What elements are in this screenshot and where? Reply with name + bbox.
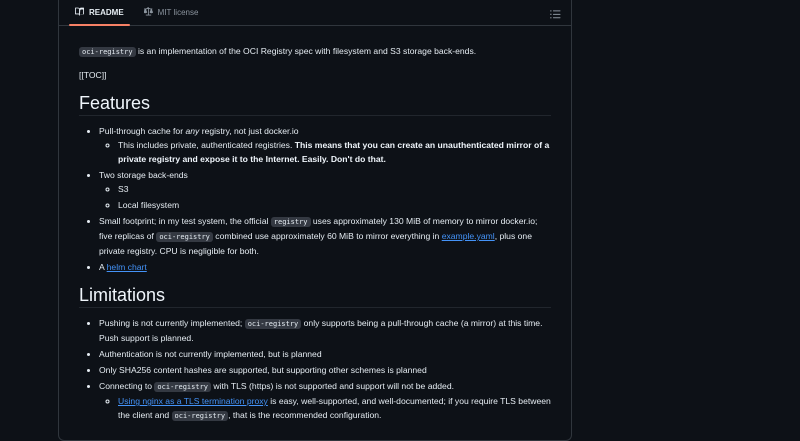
list-item: ◦ This includes private, authenticated registries. This means that you can create an unauthenticated mirror of a private registry and expose it to the Internet. Easily. Don't do that. [118,138,551,166]
readme-panel [58,0,572,441]
tab-label: MIT license [157,8,199,17]
list-item: • Small footprint; in my test system, the official registry uses approximately 130 MiB of memory to mirror docker.io; five replicas of oci-registry combined use approximately 60 MiB to mirror everything in example.yaml, plus one private registry. CPU is negligible for both. [99,214,551,258]
list-item: • Pushing is not currently implemented; oci-registry only supports being a pull-through cache (a mirror) at this time. Push support is planned. [99,316,551,345]
tab-label: README [89,8,124,17]
features-heading: Features [79,96,551,116]
outline-button[interactable] [549,7,561,18]
example-yaml-link[interactable]: example.yaml [441,231,495,241]
inline-code: oci-registry [154,382,211,392]
limitations-list [79,316,551,423]
list-item: • Authentication is not currently implemented, but is planned [99,347,551,361]
scale-icon [144,7,153,18]
list-item: • A helm chart [99,260,551,274]
features-list [79,124,551,274]
inline-code: oci-registry [172,411,229,421]
list-item: • Two storage back-ends ◦ S3 ◦ Local filesystem [99,168,551,212]
list-item: • Pull-through cache for any registry, not just docker.io ◦ This includes private, authenticated registries. This means that you can create an unauthenticated mirror of a private registry and expose it to the Internet. Easily. Don't do that. [99,124,551,166]
list-icon [549,9,561,20]
list-item: ◦ S3 [118,182,551,196]
limitations-heading: Limitations [79,288,551,308]
nginx-tls-link[interactable]: Using nginx as a TLS termination proxy [118,396,268,406]
readme-content [59,26,571,423]
book-icon [75,7,84,18]
list-item: • Only SHA256 content hashes are supported, but supporting other schemes is planned [99,363,551,377]
inline-code: registry [271,217,311,227]
inline-code: oci-registry [156,232,213,242]
toc-placeholder: [[TOC]] [79,70,107,80]
list-item: ◦ Local filesystem [118,198,551,212]
intro-paragraph: oci-registry is an implementation of the OCI Registry spec with filesystem and S3 storage back-ends. [79,44,551,59]
inline-code: oci-registry [245,319,302,329]
tab-readme[interactable] [69,0,130,25]
list-item: • Connecting to oci-registry with TLS (https) is not supported and support will not be added. ◦ Using nginx as a TLS termination proxy is easy, well-supported, and well-documented; if you require TLS between the client and oci-registry , that is the recommended configuration. [99,379,551,423]
readme-tab-bar [59,0,571,26]
list-item: ◦ Using nginx as a TLS termination proxy is easy, well-supported, and well-documented; if you require TLS between the client and oci-registry , that is the recommended configuration. [118,394,551,423]
inline-code: oci-registry [79,47,136,57]
helm-chart-link[interactable]: helm chart [106,262,147,272]
tab-license[interactable] [138,0,205,25]
